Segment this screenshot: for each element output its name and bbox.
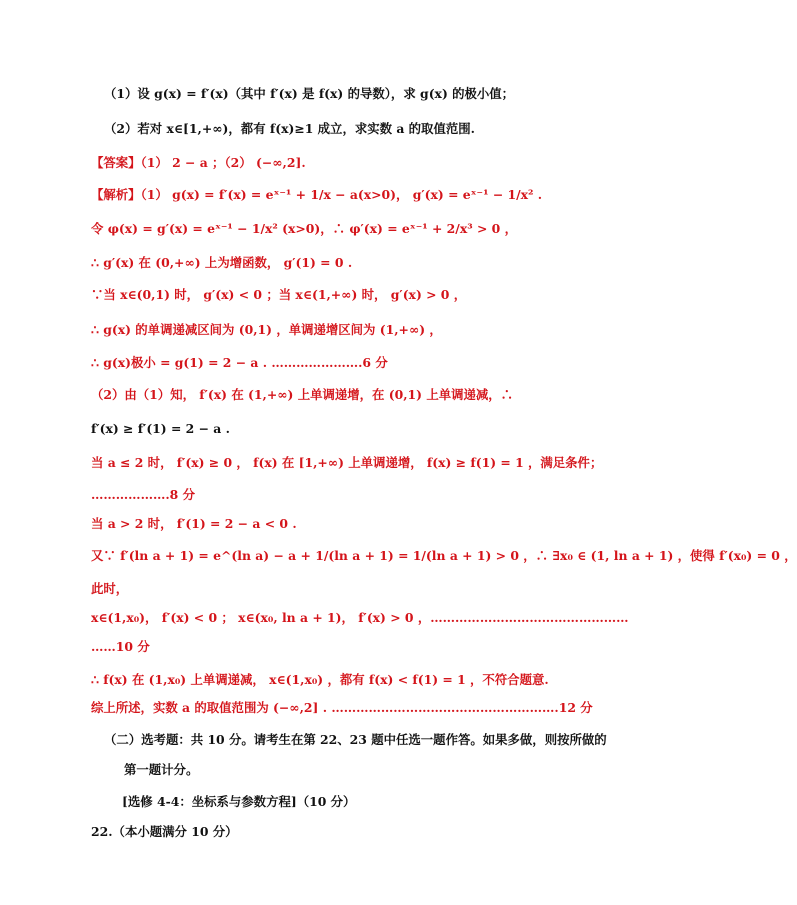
question-part-1: （1）设 g(x) = f′(x)（其中 f′(x) 是 f(x) 的导数），求 g(x) 的极小值； [104,86,515,101]
analysis-line-4: ∵当 x∈(0,1) 时， g′(x) < 0 ；当 x∈(1,+∞) 时， g′(x) > 0 ， [91,287,467,302]
analysis-line-11: 当 a > 2 时， f′(1) = 2 − a < 0 . [91,516,297,531]
analysis-line-8: f′(x) ≥ f′(1) = 2 − a . [91,421,230,436]
analysis-line-14: x∈(1,x₀)， f′(x) < 0 ； x∈(x₀, ln a + 1)， f′(x) > 0 ，………………………………………… [91,610,629,625]
analysis-line-16: ∴ f(x) 在 (1,x₀) 上单调递减， x∈(1,x₀) ，都有 f(x) < f(1) = 1 ，不符合题意. [91,672,549,687]
analysis-line-17: 综上所述，实数 a 的取值范围为 (−∞,2] . ……………………………………………….12 分 [91,700,593,715]
section-title-4-4: [选修 4-4：坐标系与参数方程]（10 分） [122,794,356,809]
analysis-line-5: ∴ g(x) 的单调递减区间为 (0,1) ，单调递增区间为 (1,+∞) ， [91,322,442,337]
analysis-line-13: 此时， [91,581,129,596]
analysis-line-2: 令 φ(x) = g′(x) = eˣ⁻¹ − 1/x² (x>0)，∴ φ′(x) = eˣ⁻¹ + 2/x³ > 0 ， [91,221,517,236]
analysis-line-6: ∴ g(x)极小 = g(1) = 2 − a . ………………….6 分 [91,355,388,370]
answer-line: 【答案】（1） 2 − a ；（2） (−∞,2]. [91,155,306,170]
question-part-2: （2）若对 x∈[1,+∞)，都有 f(x)≥1 成立，求实数 a 的取值范围. [104,121,475,136]
analysis-line-9: 当 a ≤ 2 时， f′(x) ≥ 0 ， f(x) 在 [1,+∞) 上单调递增， f(x) ≥ f(1) = 1 ，满足条件； [91,455,603,470]
analysis-line-3: ∴ g′(x) 在 (0,+∞) 上为增函数， g′(1) = 0 . [91,255,353,270]
analysis-line-15: ……10 分 [91,639,150,654]
analysis-line-7: （2）由（1）知， f′(x) 在 (1,+∞) 上单调递增，在 (0,1) 上单调递减，∴ [91,387,514,402]
question-22-heading: 22.（本小题满分 10 分） [91,824,238,839]
analysis-line-1: 【解析】（1） g(x) = f′(x) = eˣ⁻¹ + 1/x − a(x>0)， g′(x) = eˣ⁻¹ − 1/x² . [91,187,543,202]
analysis-line-10: ……………….8 分 [91,487,195,502]
section-elective-cont: 第一题计分。 [124,762,199,777]
section-elective: （二）选考题：共 10 分。请考生在第 22、23 题中任选一题作答。如果多做，则按所做的 [104,732,607,747]
analysis-line-12: 又∵ f′(ln a + 1) = e^(ln a) − a + 1/(ln a + 1) = 1/(ln a + 1) > 0 ，∴ ∃x₀ ∈ (1, ln a + 1) ，使得 f′(x₀) = 0 ， [91,548,797,563]
